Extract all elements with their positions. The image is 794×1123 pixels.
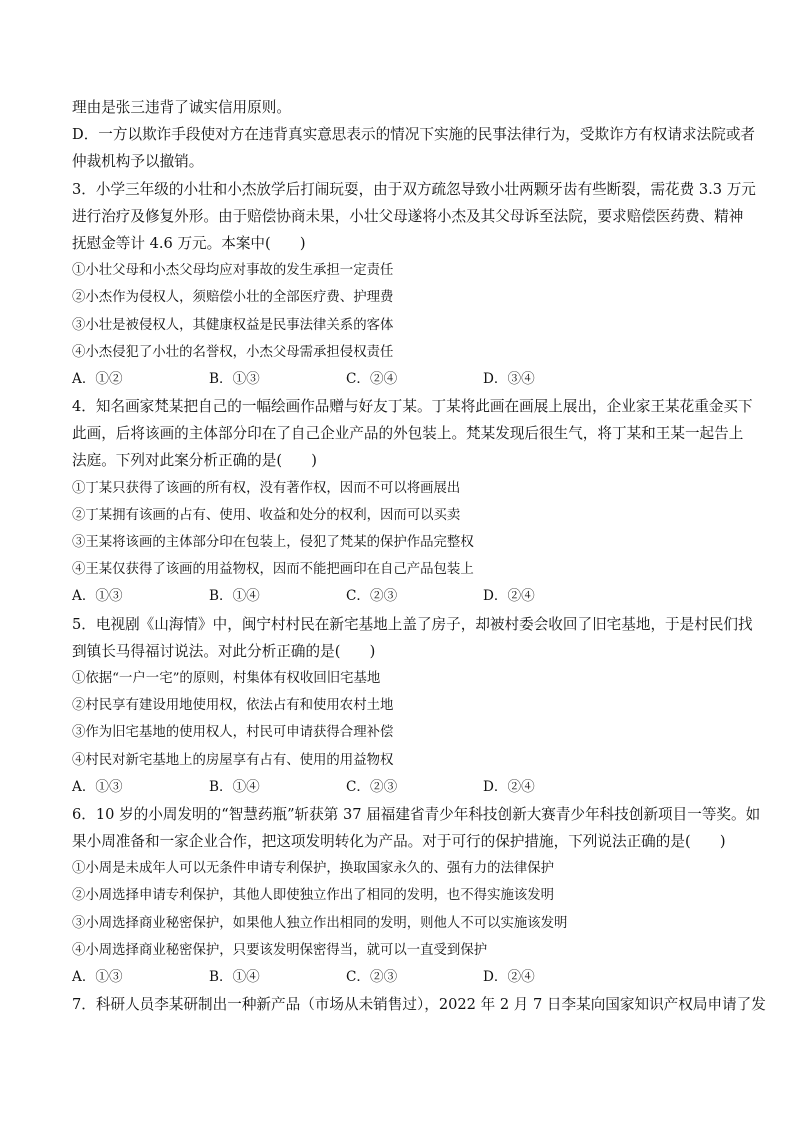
statement: ②丁某拥有该画的占有、使用、收益和处分的权利，因而可以买卖 — [72, 507, 461, 523]
question-stem: 6．10 岁的小周发明的“智慧药瓶”斩获第 37 届福建省青少年科技创新大赛青少年科技创新项目一等奖。如 — [72, 805, 761, 823]
answer-b: B．①④ — [209, 588, 260, 605]
statement: ④王某仅获得了该画的用益物权，因而不能把画印在自己产品包装上 — [72, 562, 474, 578]
answer-c: C．②③ — [346, 778, 398, 795]
answer-choices — [72, 964, 732, 991]
question-4 — [72, 393, 753, 611]
question-5 — [72, 611, 753, 801]
statement: ①丁某只获得了该画的所有权，没有著作权，因而不可以将画展出 — [72, 480, 461, 496]
statement: ③作为旧宅基地的使用权人，村民可申请获得合理补偿 — [72, 725, 394, 741]
answer-choices — [72, 583, 732, 610]
answer-c: C．②③ — [346, 969, 398, 985]
answer-c: C．②④ — [346, 370, 398, 387]
document-page — [72, 94, 766, 1018]
intro-line: 仲裁机构予以撤销。 — [72, 153, 204, 171]
answer-d: D．②④ — [483, 969, 535, 985]
question-7 — [72, 991, 766, 1018]
question-stem: 法庭。下列对此案分析正确的是( ) — [72, 452, 317, 470]
intro-line: 理由是张三违背了诚实信用原则。 — [72, 99, 291, 116]
question-6 — [72, 801, 761, 991]
statement: ①小壮父母和小杰父母均应对事故的发生承担一定责任 — [72, 263, 394, 279]
question-stem: 到镇长马得福讨说法。对此分析正确的是( ) — [72, 642, 376, 660]
statement: ③王某将该画的主体部分印在包装上，侵犯了梵某的保护作品完整权 — [72, 535, 474, 550]
statement: ①小周是未成年人可以无条件申请专利保护，换取国家永久的、强有力的法律保护 — [72, 861, 555, 877]
question-stem: 5．电视剧《山海情》中，闽宁村村民在新宅基地上盖了房子，却被村委会收回了旧宅基地，于是村民们找 — [72, 615, 753, 633]
question-stem: 果小周准备和一家企业合作，把这项发明转化为产品。对于可行的保护措施，下列说法正确的是( ) — [72, 833, 726, 851]
answer-d: D．②④ — [483, 588, 535, 605]
answer-a: A．①③ — [72, 969, 123, 985]
answer-choices — [72, 774, 732, 801]
answer-b: B．①③ — [209, 370, 260, 387]
intro-line: D．一方以欺诈手段使对方在违背真实意思表示的情况下实施的民事法律行为，受欺诈方有权请求法院或者 — [72, 126, 756, 144]
statement: ④小周选择商业秘密保护，只要该发明保密得当，就可以一直受到保护 — [72, 942, 488, 958]
answer-a: A．①② — [72, 370, 123, 387]
answer-b: B．①④ — [209, 969, 260, 985]
question-stem: 3．小学三年级的小壮和小杰放学后打闹玩耍，由于双方疏忽导致小壮两颗牙齿有些断裂，需花费 3.3 万元 — [72, 180, 756, 198]
statement: ①依据“一户一宅”的原则，村集体有权收回旧宅基地 — [72, 670, 381, 686]
question-3 — [72, 176, 756, 394]
question-stem: 此画，后将该画的主体部分印在了自己企业产品的外包装上。梵某发现后很生气，将丁某和王某一起告上 — [72, 425, 744, 443]
statement: ②小周选择申请专利保护，其他人即使独立作出了相同的发明，也不得实施该发明 — [72, 888, 555, 904]
statement: ②村民享有建设用地使用权，依法占有和使用农村土地 — [72, 698, 394, 714]
question-stem: 抚慰金等计 4.6 万元。本案中( ) — [72, 234, 306, 252]
answer-choices — [72, 366, 732, 393]
statement: ④村民对新宅基地上的房屋享有占有、使用的用益物权 — [72, 752, 394, 768]
statement: ②小杰作为侵权人，须赔偿小壮的全部医疗费、护理费 — [72, 290, 394, 306]
answer-c: C．②③ — [346, 588, 398, 605]
question-stem: 进行治疗及修复外形。由于赔偿协商未果，小壮父母遂将小杰及其父母诉至法院，要求赔偿医药费、精神 — [72, 207, 744, 225]
answer-d: D．③④ — [483, 370, 535, 387]
answer-a: A．①③ — [72, 588, 123, 605]
question-stem: 4．知名画家梵某把自己的一幅绘画作品赠与好友丁某。丁某将此画在画展上展出，企业家王某花重金买下 — [72, 398, 753, 416]
statement: ③小周选择商业秘密保护，如果他人独立作出相同的发明，则他人不可以实施该发明 — [72, 915, 568, 931]
statement: ③小壮是被侵权人，其健康权益是民事法律关系的客体 — [72, 317, 394, 333]
answer-a: A．①③ — [72, 778, 123, 795]
statement: ④小杰侵犯了小壮的名誉权，小杰父母需承担侵权责任 — [72, 344, 394, 360]
answer-d: D．②④ — [483, 778, 535, 795]
answer-b: B．①④ — [209, 778, 260, 795]
question-stem: 7．科研人员李某研制出一种新产品（市场从未销售过），2022 年 2 月 7 日李某向国家知识产权局申请了发 — [72, 996, 766, 1014]
